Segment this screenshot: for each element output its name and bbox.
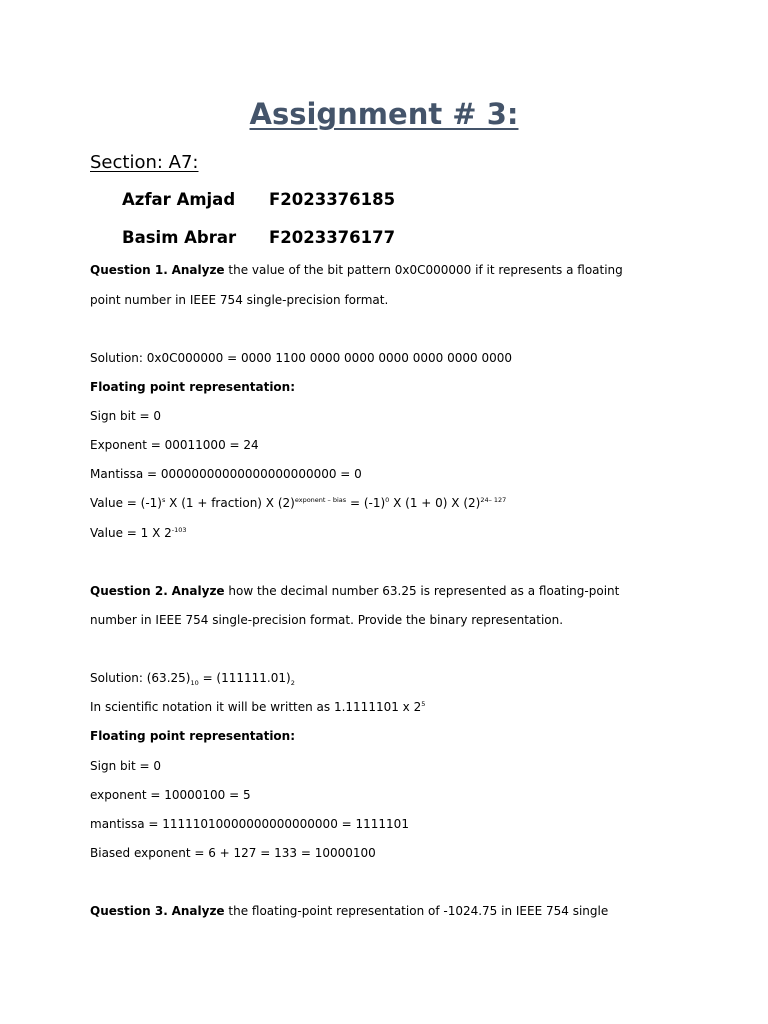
fp-heading bbox=[90, 379, 295, 395]
question-text: how the decimal number 63.25 is represented as a floating-point bbox=[224, 584, 620, 598]
value-part: Solution: (63.25) bbox=[90, 671, 191, 685]
question-verb: Analyze bbox=[171, 263, 225, 277]
question-3-line-1 bbox=[90, 903, 608, 919]
solution-line: Solution: 0x0C000000 = 0000 1100 0000 0000 0000 0000 0000 0000 bbox=[90, 351, 512, 365]
fp-heading bbox=[90, 728, 295, 744]
section-label: Section: A7: bbox=[90, 152, 199, 173]
exponent-line: Exponent = 00011000 = 24 bbox=[90, 438, 259, 452]
member-name: Azfar Amjad bbox=[122, 190, 236, 209]
question-verb: Analyze bbox=[171, 584, 225, 598]
superscript: 0 bbox=[385, 496, 390, 504]
question-verb: Analyze bbox=[171, 904, 225, 918]
question-label: Question 1. bbox=[90, 263, 168, 277]
question-1-line-1 bbox=[90, 262, 623, 278]
mantissa-line: mantissa = 11111010000000000000000 = 1111101 bbox=[90, 817, 409, 831]
superscript: 5 bbox=[421, 700, 426, 708]
member-id: F2023376177 bbox=[269, 228, 396, 247]
sign-bit-line: Sign bit = 0 bbox=[90, 409, 161, 423]
question-label: Question 3. bbox=[90, 904, 168, 918]
value-part: = (-1) bbox=[346, 496, 386, 510]
member-row bbox=[122, 227, 396, 249]
sign-bit-line: Sign bit = 0 bbox=[90, 759, 161, 773]
value-part: = (111111.01) bbox=[198, 671, 291, 685]
superscript: 24– 127 bbox=[480, 496, 507, 504]
subscript: 10 bbox=[190, 679, 199, 687]
question-label: Question 2. bbox=[90, 584, 168, 598]
exponent-line: exponent = 10000100 = 5 bbox=[90, 788, 251, 802]
value-part: X (1 + fraction) X (2) bbox=[165, 496, 295, 510]
mantissa-line: Mantissa = 00000000000000000000000 = 0 bbox=[90, 467, 362, 481]
value-part: X (1 + 0) X (2) bbox=[389, 496, 481, 510]
subscript: 2 bbox=[290, 679, 295, 687]
value-formula-line bbox=[90, 495, 506, 511]
member-name: Basim Abrar bbox=[122, 228, 237, 247]
fp-heading-text: Floating point representation: bbox=[90, 380, 296, 394]
superscript: -103 bbox=[171, 526, 187, 534]
question-2-line-1 bbox=[90, 583, 619, 599]
fp-heading-text: Floating point representation: bbox=[90, 729, 296, 743]
member-id: F2023376185 bbox=[269, 190, 396, 209]
page-title: Assignment # 3: bbox=[249, 97, 519, 131]
value-part: Value = (-1) bbox=[90, 496, 162, 510]
question-2-line-2: number in IEEE 754 single-precision format. Provide the binary representation. bbox=[90, 613, 564, 627]
value-part: Value = 1 X 2 bbox=[90, 526, 172, 540]
biased-exponent-line: Biased exponent = 6 + 127 = 133 = 10000100 bbox=[90, 846, 376, 860]
question-text: the floating-point representation of -1024.75 in IEEE 754 single bbox=[224, 904, 609, 918]
question-1-line-2: point number in IEEE 754 single-precision format. bbox=[90, 293, 389, 307]
scientific-notation-line bbox=[90, 699, 425, 715]
member-row bbox=[122, 189, 396, 211]
question-text: the value of the bit pattern 0x0C000000 if it represents a floating bbox=[224, 263, 623, 277]
solution-line bbox=[90, 670, 295, 686]
value-result-line bbox=[90, 525, 187, 541]
superscript: exponent – bias bbox=[294, 496, 347, 504]
value-part: In scientific notation it will be written as 1.1111101 x 2 bbox=[90, 700, 422, 714]
superscript: s bbox=[161, 496, 166, 504]
